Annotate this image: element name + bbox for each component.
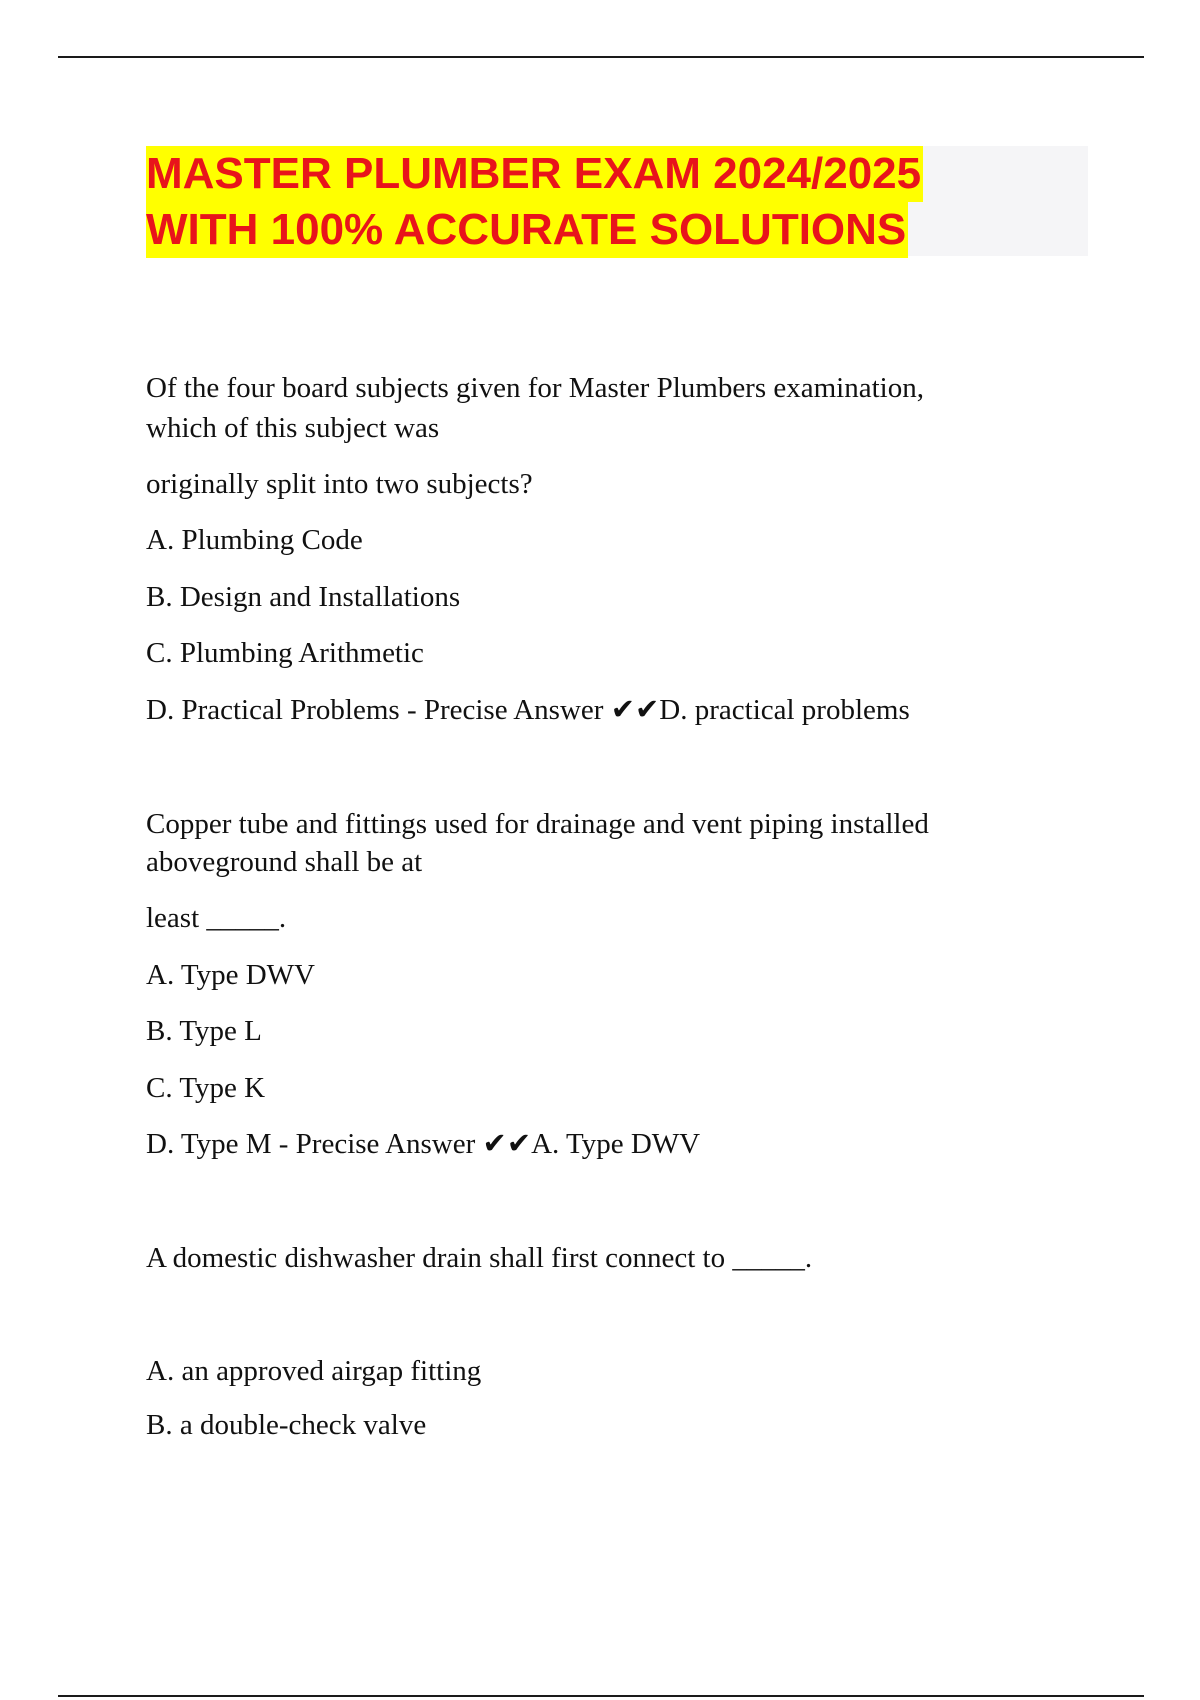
document-title-line-1: MASTER PLUMBER EXAM 2024/2025: [146, 146, 923, 202]
question-1-option-c: C. Plumbing Arithmetic: [146, 637, 424, 669]
question-2-stem-line-1: Copper tube and fittings used for drainage and vent piping installed: [146, 808, 929, 840]
question-1-option-b: B. Design and Installations: [146, 581, 461, 613]
question-1-option-d-answer: D. Practical Problems - Precise Answer ✔✔D. practical problems: [146, 694, 910, 726]
question-2-stem-line-2: aboveground shall be at: [146, 846, 423, 878]
question-1-option-a: A. Plumbing Code: [146, 524, 363, 556]
question-3-option-a: A. an approved airgap fitting: [146, 1355, 482, 1387]
question-2-option-a: A. Type DWV: [146, 959, 315, 991]
question-1-stem-line-1: Of the four board subjects given for Master Plumbers examination,: [146, 372, 924, 404]
bottom-rule: [58, 1695, 1144, 1697]
question-3-option-b: B. a double-check valve: [146, 1409, 427, 1441]
top-rule: [58, 56, 1144, 58]
question-1-stem-line-2: which of this subject was: [146, 412, 440, 444]
question-2-option-d-answer: D. Type M - Precise Answer ✔✔A. Type DWV: [146, 1128, 701, 1160]
document-title-line-2: WITH 100% ACCURATE SOLUTIONS: [146, 202, 908, 258]
question-2-option-c: C. Type K: [146, 1072, 266, 1104]
question-1-stem-line-3: originally split into two subjects?: [146, 468, 533, 500]
question-3-stem-line-1: A domestic dishwasher drain shall first connect to _____.: [146, 1242, 813, 1274]
question-2-stem-line-3: least _____.: [146, 902, 287, 934]
question-2-option-b: B. Type L: [146, 1015, 262, 1047]
